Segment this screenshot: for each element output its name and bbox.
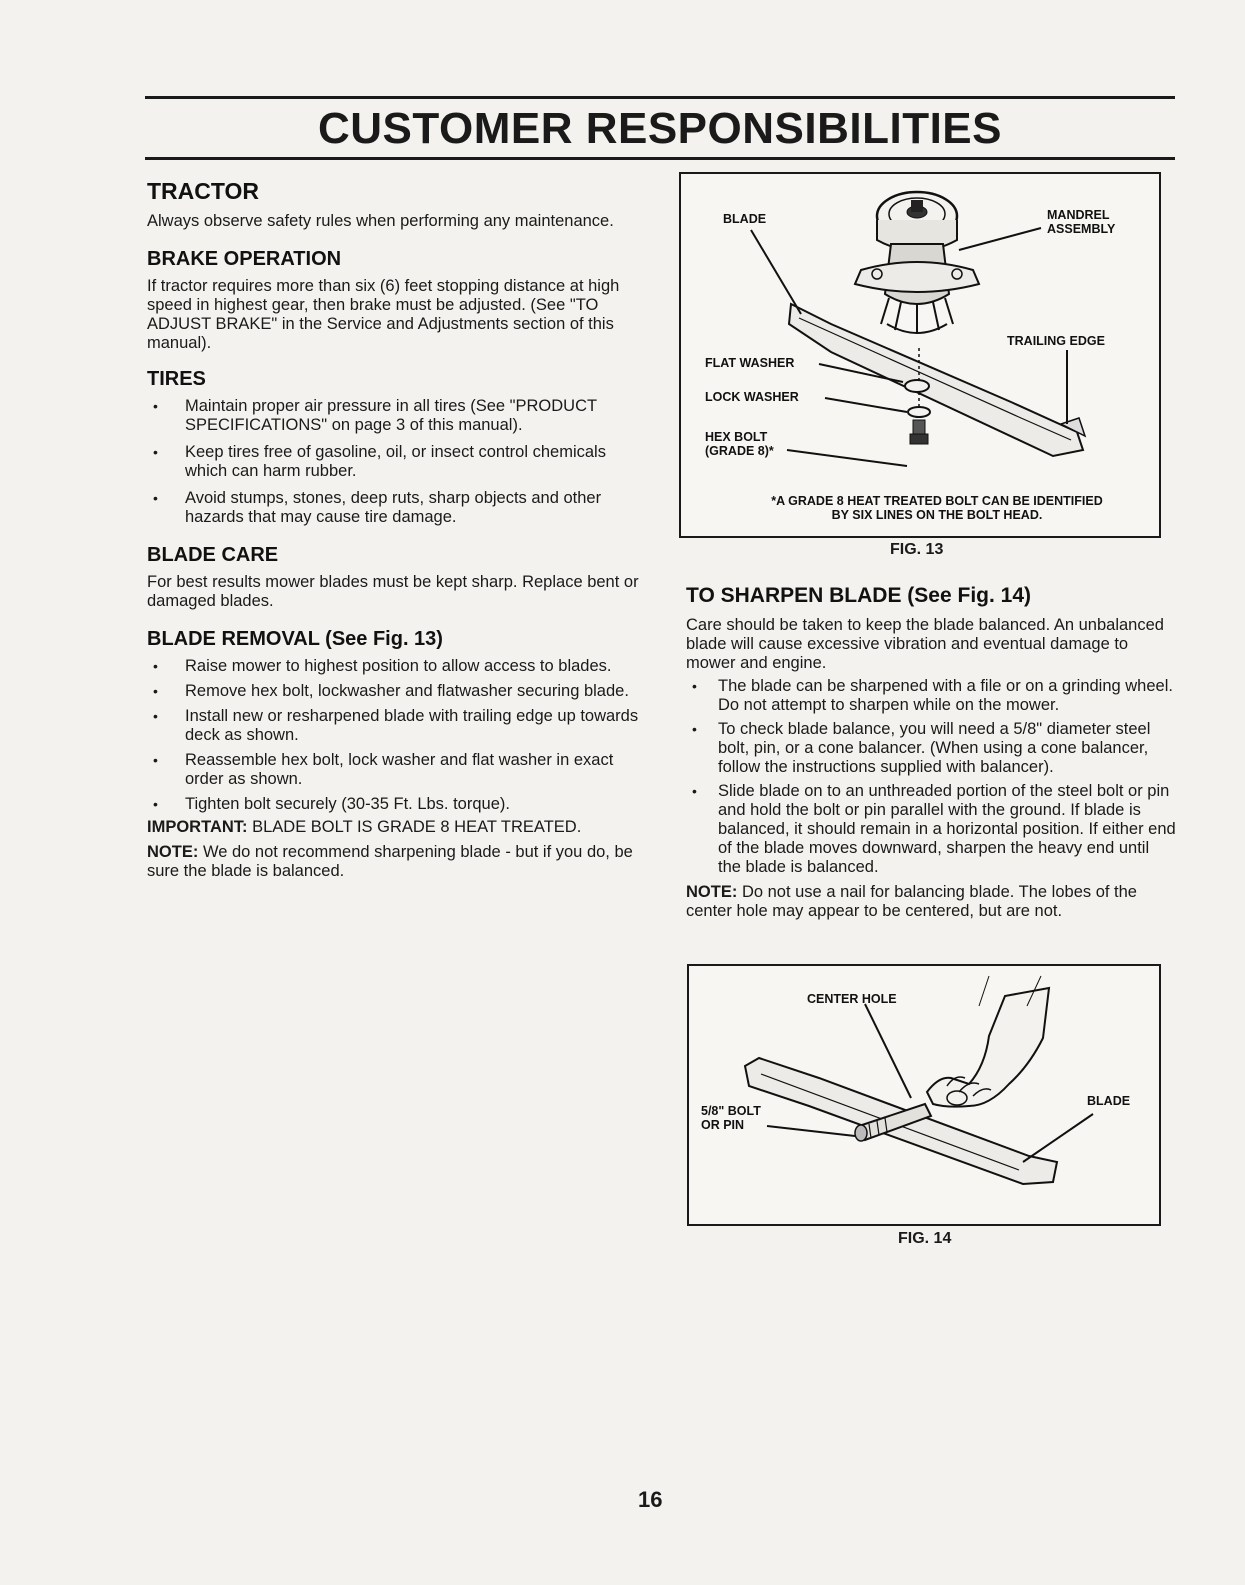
blade-removal-heading: BLADE REMOVAL (See Fig. 13): [147, 628, 443, 650]
sharpen-note-label: NOTE:: [686, 883, 738, 901]
fig14-caption: FIG. 14: [898, 1230, 952, 1247]
fig13-caption: FIG. 13: [890, 541, 944, 558]
blade-removal-list: [147, 657, 647, 814]
fig13-label-blade: BLADE: [723, 212, 767, 226]
page-number: 16: [638, 1487, 663, 1512]
page-title: CUSTOMER RESPONSIBILITIES: [318, 104, 1002, 153]
fig13-label-lock-washer: LOCK WASHER: [705, 390, 799, 404]
blade-care-text: For best results mower blades must be kept sharp. Replace bent or damaged blades.: [147, 573, 639, 610]
header-rule-bottom: [145, 157, 1175, 160]
fig13-label-trailing-edge: TRAILING EDGE: [1007, 334, 1105, 348]
removal-bullet-2: Remove hex bolt, lockwasher and flatwasher securing blade.: [185, 682, 629, 700]
removal-bullet-4: Reassemble hex bolt, lock washer and flat washer in exact order as shown.: [185, 751, 614, 788]
fig13-label-mandrel: MANDREL ASSEMBLY: [1047, 208, 1116, 236]
sharpen-bullet-3: Slide blade on to an unthreaded portion of the steel bolt or pin and hold the bolt or pin parallel with the ground. If blade is balanced, it should remain in a horizontal position. If either end of the blade moves downward, sharpen the heavy end until the blade is balanced.: [718, 782, 1176, 876]
removal-bullet-5: Tighten bolt securely (30-35 Ft. Lbs. torque).: [185, 795, 510, 813]
right-column: [686, 582, 1176, 921]
list-item: • Install new or resharpened blade with trailing edge up towards deck as shown.: [153, 707, 639, 744]
brake-heading: BRAKE OPERATION: [147, 248, 342, 270]
fig14-label-center-hole: CENTER HOLE: [807, 992, 897, 1006]
fig13-grade-note: *A GRADE 8 HEAT TREATED BOLT CAN BE IDENTIFIED BY SIX LINES ON THE BOLT HEAD.: [771, 494, 1103, 522]
removal-note: [147, 843, 647, 881]
tractor-heading: TRACTOR: [147, 178, 260, 204]
fig14-label-bolt: 5/8" BOLT OR PIN: [701, 1104, 761, 1132]
sharpen-bullet-2: To check blade balance, you will need a 5/8" diameter steel bolt, pin, or a cone balancer. (When using a cone balancer, follow the instructions supplied with balancer).: [718, 720, 1151, 776]
tractor-text: Always observe safety rules when performing any maintenance.: [147, 212, 614, 230]
list-item: • Tighten bolt securely (30-35 Ft. Lbs. torque).: [153, 795, 510, 813]
brake-text: If tractor requires more than six (6) feet stopping distance at high speed in highest gear, then brake must be adjusted. (See "TO ADJUST BRAKE" in the Service and Adjustments section of this manual).: [147, 277, 620, 352]
tires-heading: TIRES: [147, 368, 206, 390]
sharpen-bullet-1: The blade can be sharpened with a file or on a grinding wheel. Do not attempt to sharpen while on the mower.: [718, 677, 1173, 714]
fig13-label-flat-washer: FLAT WASHER: [705, 356, 795, 370]
list-item: • To check blade balance, you will need a 5/8" diameter steel bolt, pin, or a cone balancer. (When using a cone balancer, follow the instructions supplied with balancer).: [692, 720, 1151, 776]
list-item: • Reassemble hex bolt, lock washer and flat washer in exact order as shown.: [153, 751, 614, 788]
sharpen-text: Care should be taken to keep the blade balanced. An unbalanced blade will cause excessive vibration and eventual damage to mower and engine.: [686, 616, 1164, 672]
tires-bullet-1: Maintain proper air pressure in all tires (See "PRODUCT SPECIFICATIONS" on page 3 of this manual).: [185, 397, 597, 434]
note-text: We do not recommend sharpening blade - but if you do, be sure the blade is balanced.: [147, 843, 633, 880]
sharpen-list: [686, 677, 1176, 877]
left-column: [147, 176, 647, 881]
removal-bullet-1: Raise mower to highest position to allow access to blades.: [185, 657, 612, 675]
list-item: • Slide blade on to an unthreaded portion of the steel bolt or pin and hold the bolt or pin parallel with the ground. If blade is balanced, it should remain in a horizontal position. If either end of the blade moves downward, sharpen the heavy end until the blade is balanced.: [692, 782, 1176, 876]
important-note: [147, 818, 647, 837]
tires-list: [147, 397, 647, 527]
list-item: • Raise mower to highest position to allow access to blades.: [153, 657, 612, 675]
list-item: • Maintain proper air pressure in all tires (See "PRODUCT SPECIFICATIONS" on page 3 of this manual).: [153, 397, 597, 434]
blade-care-heading: BLADE CARE: [147, 544, 279, 566]
fig14-label-blade: BLADE: [1087, 1094, 1131, 1108]
sharpen-note-text: Do not use a nail for balancing blade. The lobes of the center hole may appear to be centered, but are not.: [686, 883, 1137, 920]
sharpen-note: [686, 883, 1176, 921]
removal-bullet-3: Install new or resharpened blade with trailing edge up towards deck as shown.: [185, 707, 639, 744]
list-item: • Remove hex bolt, lockwasher and flatwasher securing blade.: [153, 682, 629, 700]
header-rule-top: [145, 96, 1175, 99]
list-item: • The blade can be sharpened with a file or on a grinding wheel. Do not attempt to sharpen while on the mower.: [692, 677, 1173, 714]
important-label: IMPORTANT:: [147, 818, 248, 836]
figure-13: [679, 172, 1161, 538]
tires-bullet-2: Keep tires free of gasoline, oil, or insect control chemicals which can harm rubber.: [185, 443, 606, 480]
sharpen-heading: TO SHARPEN BLADE (See Fig. 14): [686, 584, 1032, 607]
fig13-label-hex-bolt: HEX BOLT (GRADE 8)*: [705, 430, 774, 458]
figure-14: [687, 964, 1161, 1226]
tires-bullet-3: Avoid stumps, stones, deep ruts, sharp objects and other hazards that may cause tire damage.: [185, 489, 602, 526]
list-item: • Avoid stumps, stones, deep ruts, sharp objects and other hazards that may cause tire damage.: [153, 489, 602, 526]
list-item: • Keep tires free of gasoline, oil, or insect control chemicals which can harm rubber.: [153, 443, 606, 480]
note-label: NOTE:: [147, 843, 199, 861]
important-text: BLADE BOLT IS GRADE 8 HEAT TREATED.: [252, 818, 582, 836]
